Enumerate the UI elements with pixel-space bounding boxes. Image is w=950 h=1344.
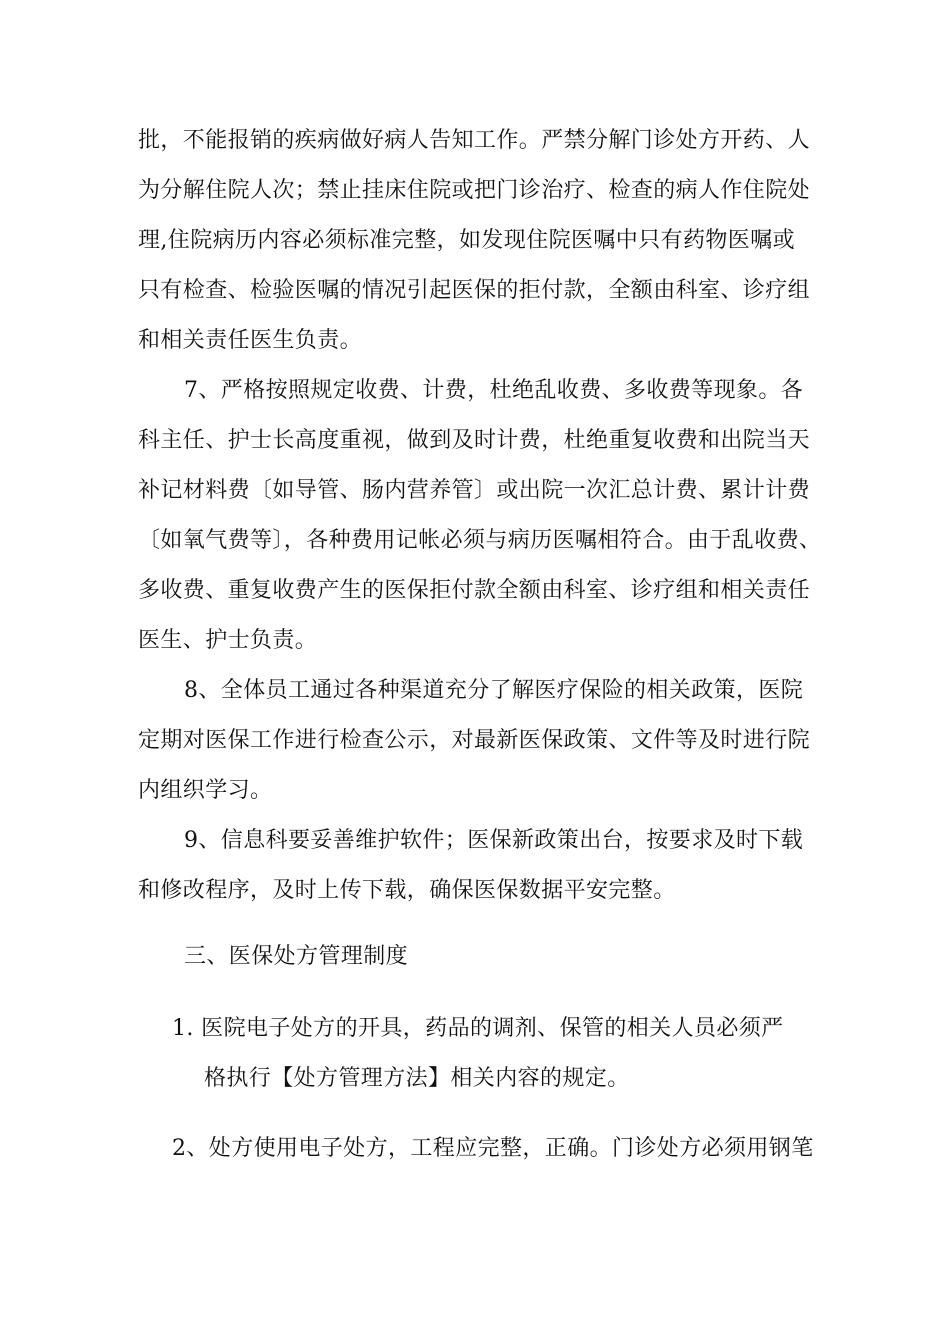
text-line: 为分解住院人次；禁止挂床住院或把门诊治疗、检查的病人作住院处 — [138, 178, 811, 203]
text-line: 9、信息科要妥善维护软件；医保新政策出台，按要求及时下载 — [184, 828, 804, 853]
text-line: 医生、护士负责。 — [138, 628, 318, 653]
text-line: 2、处方使用电子处方，工程应完整，正确。门诊处方必须用钢笔 — [172, 1136, 814, 1161]
text-line: 批，不能报销的疾病做好病人告知工作。严禁分解门诊处方开药、人 — [138, 128, 811, 153]
text-line: 格执行【处方管理方法】相关内容的规定。 — [204, 1066, 630, 1091]
text-line: 理,住院病历内容必须标准完整，如发现住院医嘱中只有药物医嘱或 — [138, 228, 795, 253]
text-line: 多收费、重复收费产生的医保拒付款全额由科室、诊疗组和相关责任 — [138, 578, 811, 603]
section-heading: 三、医保处方管理制度 — [184, 944, 409, 969]
text-line: 内组织学习。 — [138, 778, 273, 803]
text-line: 和修改程序，及时上传下载，确保医保数据平安完整。 — [138, 878, 676, 903]
text-line: 科主任、护士长高度重视，做到及时计费，杜绝重复收费和出院当天 — [138, 428, 811, 453]
text-line: 8、全体员工通过各种渠道充分了解医疗保险的相关政策，医院 — [184, 678, 804, 703]
list-item: 1. 医院电子处方的开具，药品的调剂、保管的相关人员必须严 — [172, 1016, 784, 1041]
text-line: 和相关责任医生负责。 — [138, 328, 363, 353]
text-line: 7、严格按照规定收费、计费，杜绝乱收费、多收费等现象。各 — [184, 378, 804, 403]
text-line: 只有检查、检验医嘱的情况引起医保的拒付款，全额由科室、诊疗组 — [138, 278, 811, 303]
text-line: 〔如氧气费等〕，各种费用记帐必须与病历医嘱相符合。由于乱收费、 — [138, 528, 822, 553]
text-line: 补记材料费〔如导管、肠内营养管〕或出院一次汇总计费、累计计费 — [138, 478, 811, 503]
text-line: 定期对医保工作进行检查公示，对最新医保政策、文件等及时进行院 — [138, 728, 811, 753]
